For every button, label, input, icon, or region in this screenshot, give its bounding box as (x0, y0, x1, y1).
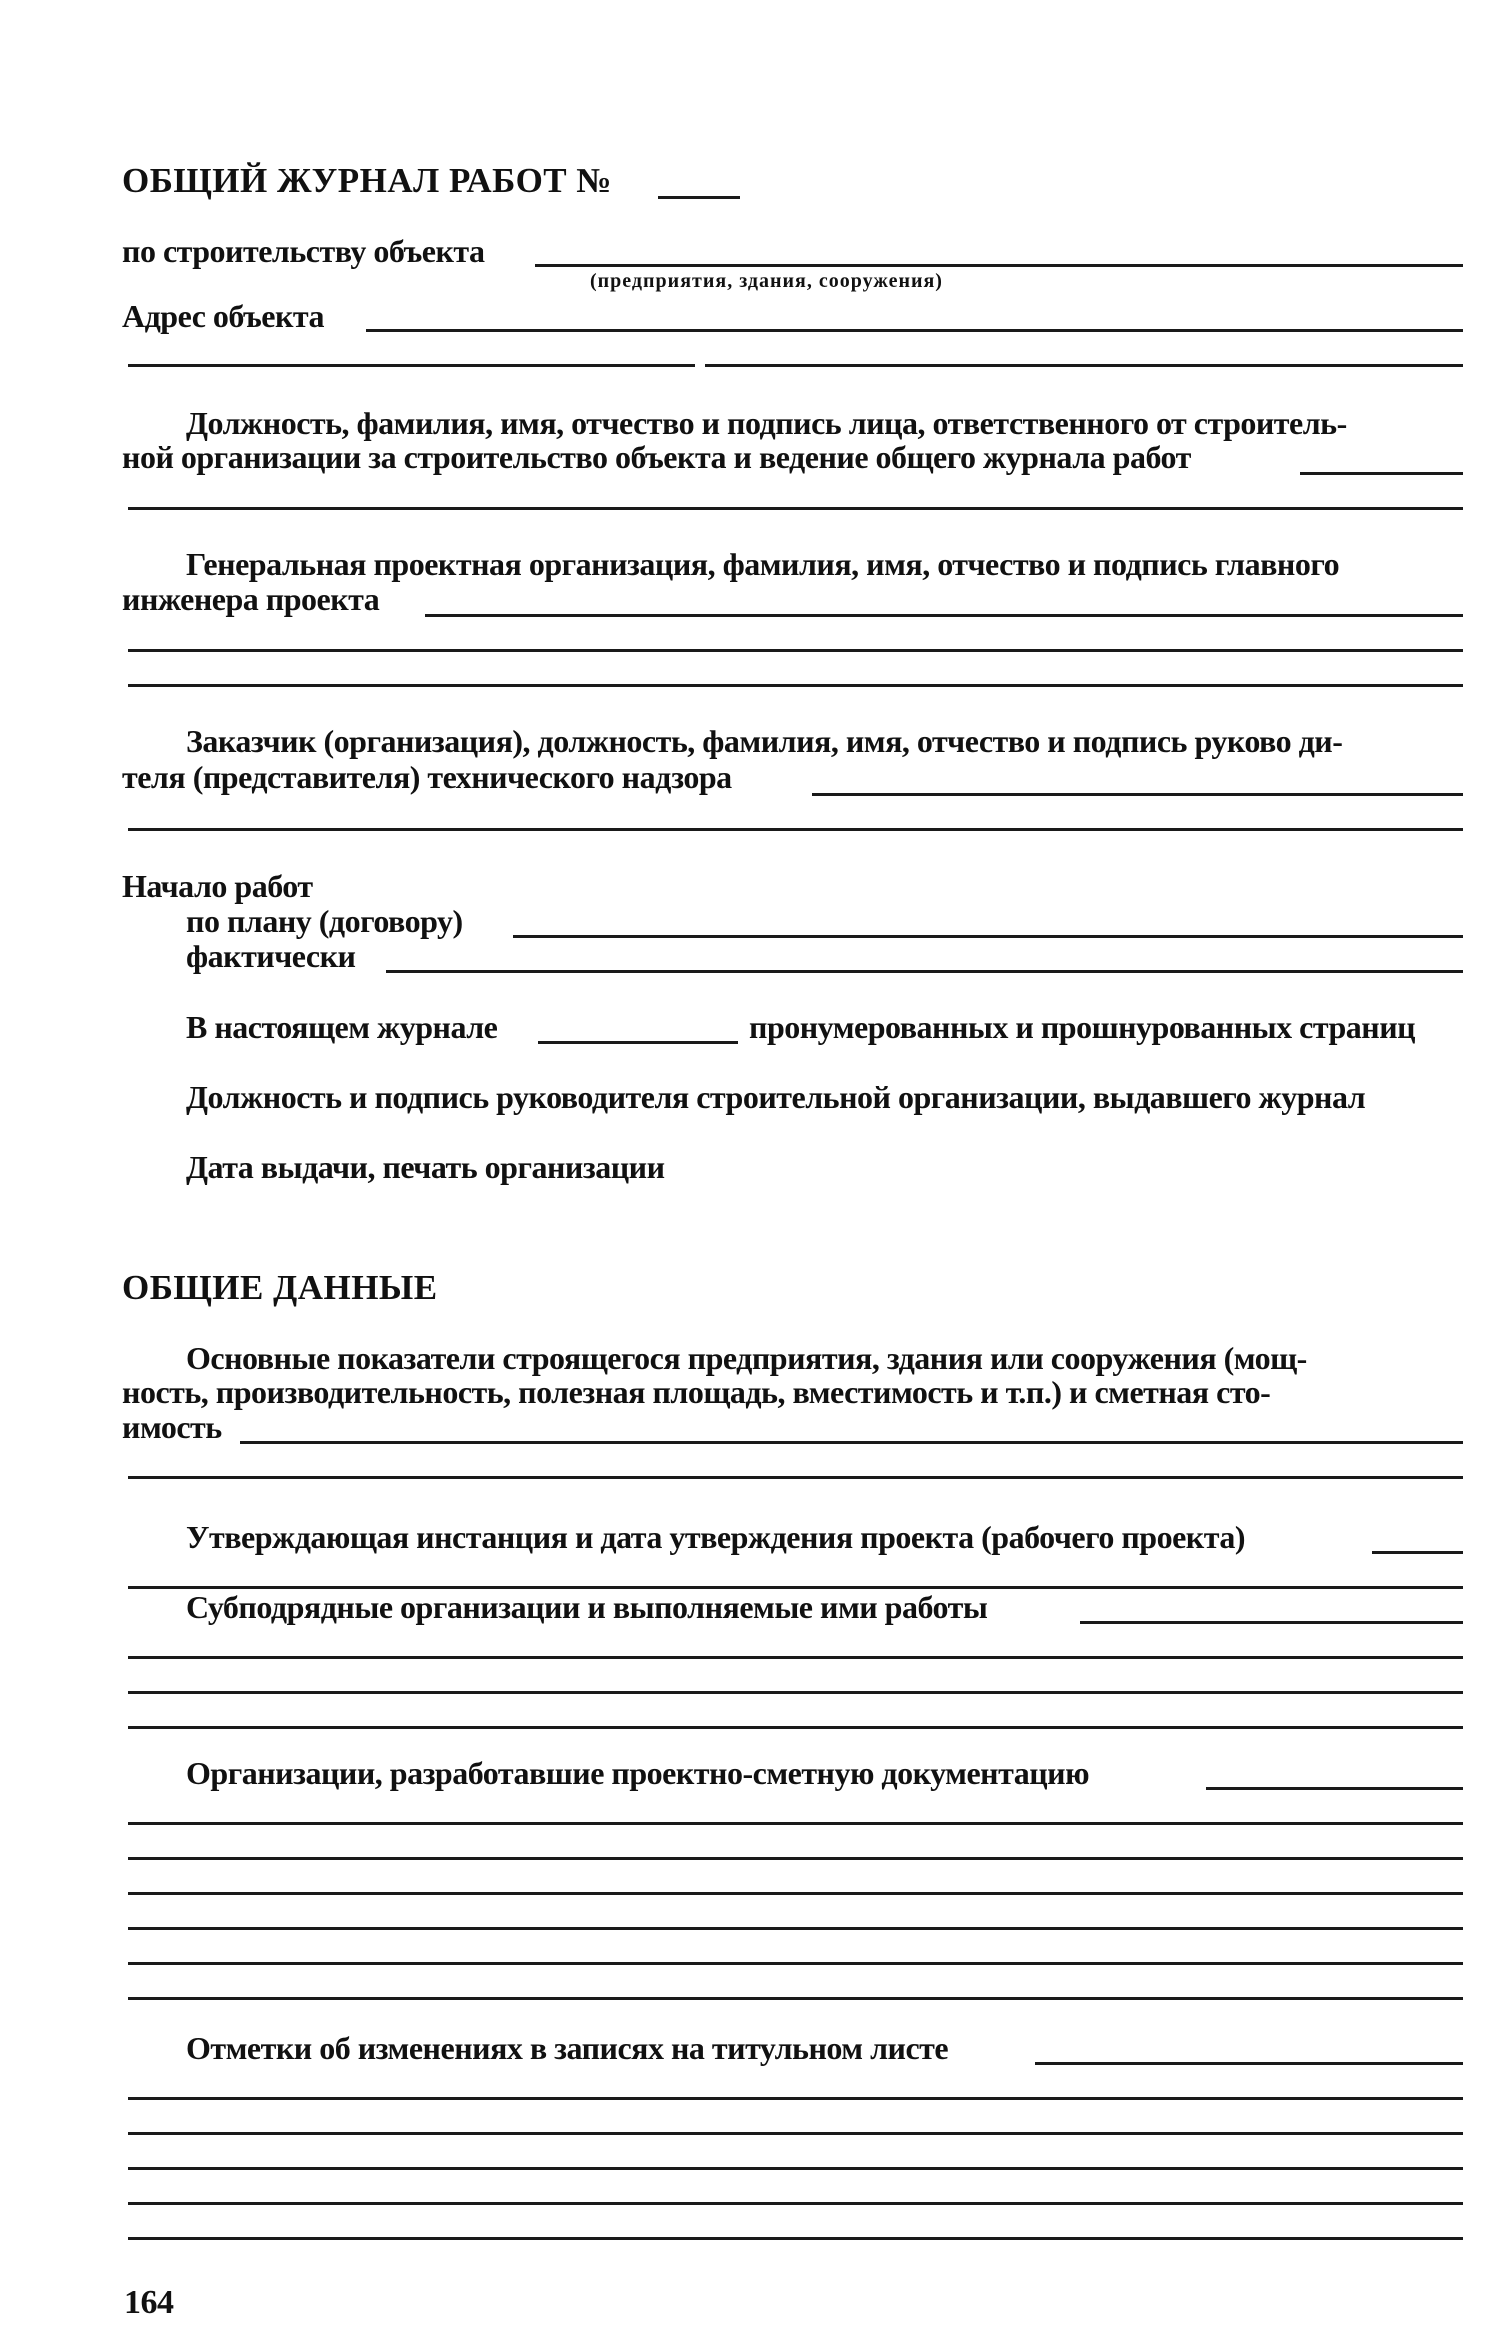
changes-field[interactable] (1035, 2062, 1463, 2065)
designers-field-line-3[interactable] (128, 1857, 1463, 1860)
designers-field-line-5[interactable] (128, 1927, 1463, 1930)
journal-number-field[interactable] (658, 196, 740, 199)
start-actual-field[interactable] (386, 970, 1463, 973)
subcontractors-field-line-2[interactable] (128, 1656, 1463, 1659)
designer-field-line-3[interactable] (128, 684, 1463, 687)
customer-field-line-2[interactable] (128, 828, 1463, 831)
changes-field-line-6[interactable] (128, 2237, 1463, 2240)
responsible-text-1: Должность, фамилия, имя, отчество и подпись лица, ответственного от строитель- (186, 405, 1347, 441)
designer-text-2: инженера проекта (122, 581, 380, 617)
designers-field-line-7[interactable] (128, 1997, 1463, 2000)
journal-title: ОБЩИЙ ЖУРНАЛ РАБОТ № (122, 161, 613, 200)
customer-text-2: теля (представителя) технического надзора (122, 759, 732, 795)
start-label: Начало работ (122, 868, 313, 904)
indicators-text-2: ность, производительность, полезная площадь, вместимость и т.п.) и сметная сто- (122, 1374, 1271, 1410)
issue-date-label: Дата выдачи, печать организации (186, 1149, 665, 1185)
indicators-field-line-2[interactable] (128, 1476, 1463, 1479)
object-hint: (предприятия, здания, сооружения) (590, 270, 943, 292)
designer-field-line-2[interactable] (128, 649, 1463, 652)
object-label: по строительству объекта (122, 233, 485, 269)
designer-text-1: Генеральная проектная организация, фамилия, имя, отчество и подпись главного (186, 546, 1340, 582)
indicators-text-1: Основные показатели строящегося предприятия, здания или сооружения (мощ- (186, 1340, 1307, 1376)
changes-field-line-5[interactable] (128, 2202, 1463, 2205)
pages-prefix: В настоящем журнале (186, 1009, 498, 1045)
subcontractors-label: Субподрядные организации и выполняемые ими работы (186, 1589, 988, 1625)
changes-label: Отметки об изменениях в записях на титульном листе (186, 2030, 949, 2066)
indicators-field[interactable] (240, 1441, 1463, 1444)
address-field[interactable] (366, 329, 1463, 332)
changes-field-line-4[interactable] (128, 2167, 1463, 2170)
start-plan-label: по плану (договору) (186, 903, 463, 939)
approval-label: Утверждающая инстанция и дата утверждения проекта (рабочего проекта) (186, 1519, 1245, 1555)
pages-count-field[interactable] (538, 1041, 738, 1044)
designers-label: Организации, разработавшие проектно-сметную документацию (186, 1755, 1090, 1791)
indicators-text-3: имость (122, 1409, 222, 1445)
responsible-text-2: ной организации за строительство объекта и ведение общего журнала работ (122, 439, 1191, 475)
pages-suffix: пронумерованных и прошнурованных страниц (749, 1009, 1416, 1045)
address-field-line-2a[interactable] (128, 364, 695, 367)
subcontractors-field[interactable] (1080, 1621, 1463, 1624)
responsible-field[interactable] (1300, 472, 1463, 475)
designers-field-line-4[interactable] (128, 1892, 1463, 1895)
address-field-line-2b[interactable] (705, 364, 1463, 367)
customer-text-1: Заказчик (организация), должность, фамилия, имя, отчество и подпись руково ди- (186, 723, 1343, 759)
address-label: Адрес объекта (122, 298, 324, 334)
designers-field-line-6[interactable] (128, 1962, 1463, 1965)
start-plan-field[interactable] (513, 935, 1463, 938)
subcontractors-field-line-3[interactable] (128, 1691, 1463, 1694)
responsible-field-line-2[interactable] (128, 507, 1463, 510)
changes-field-line-3[interactable] (128, 2132, 1463, 2135)
issuer-label: Должность и подпись руководителя строительной организации, выдавшего журнал (186, 1079, 1366, 1115)
subcontractors-field-line-4[interactable] (128, 1726, 1463, 1729)
designers-field[interactable] (1206, 1787, 1463, 1790)
general-heading: ОБЩИЕ ДАННЫЕ (122, 1268, 438, 1307)
page-number: 164 (124, 2284, 174, 2321)
designers-field-line-2[interactable] (128, 1822, 1463, 1825)
changes-field-line-2[interactable] (128, 2097, 1463, 2100)
object-field[interactable] (535, 264, 1463, 267)
start-actual-label: фактически (186, 938, 356, 974)
customer-field[interactable] (812, 793, 1463, 796)
designer-field[interactable] (425, 614, 1463, 617)
approval-field[interactable] (1372, 1551, 1463, 1554)
